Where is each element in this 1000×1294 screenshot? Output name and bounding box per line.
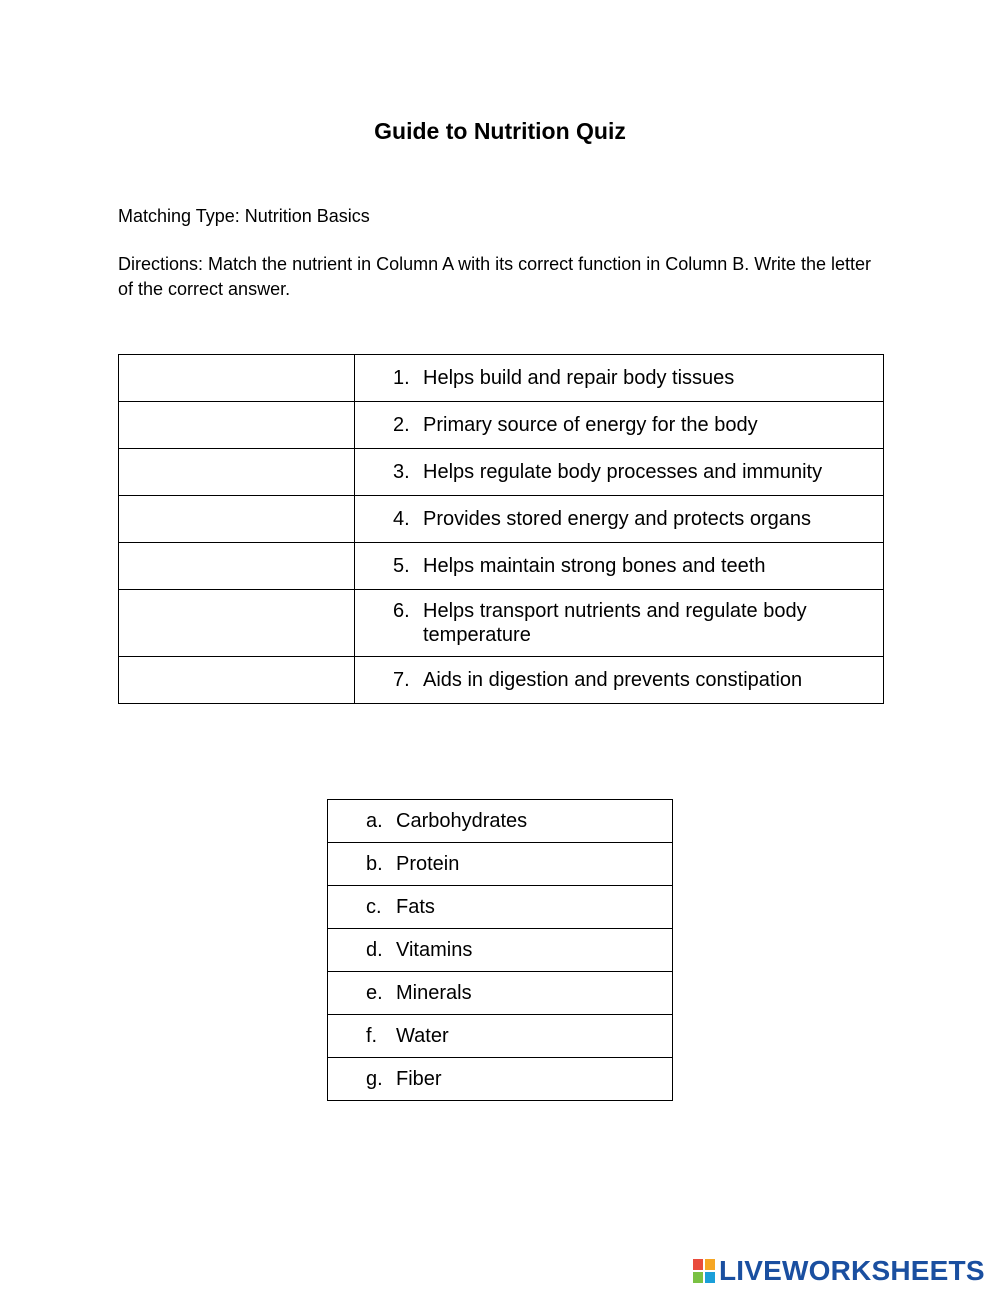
question-cell	[355, 355, 884, 402]
choice-text: Water	[396, 1025, 449, 1047]
question-number: 3.	[393, 461, 410, 483]
choice-letter: e.	[366, 982, 383, 1004]
question-cell	[355, 402, 884, 449]
question-cell	[355, 657, 884, 704]
question-row	[119, 590, 884, 657]
question-row	[119, 449, 884, 496]
logo-square-green	[693, 1272, 703, 1283]
choice-cell	[328, 886, 673, 929]
answer-blank[interactable]	[119, 355, 355, 402]
choice-row	[328, 1015, 673, 1058]
question-text: Aids in digestion and prevents constipation	[423, 669, 803, 691]
question-number: 4.	[393, 508, 410, 530]
question-number: 5.	[393, 555, 410, 577]
choice-letter: g.	[366, 1068, 383, 1090]
answer-blank[interactable]	[119, 402, 355, 449]
question-row	[119, 402, 884, 449]
choice-row	[328, 1058, 673, 1101]
choice-text: Minerals	[396, 982, 472, 1004]
logo-square-red	[693, 1259, 703, 1270]
question-row	[119, 657, 884, 704]
answer-blank[interactable]	[119, 496, 355, 543]
question-text: Helps transport nutrients and regulate body temperature	[423, 600, 807, 646]
choice-text: Fats	[396, 896, 435, 918]
question-row	[119, 355, 884, 402]
question-text: Primary source of energy for the body	[423, 414, 758, 436]
answer-blank[interactable]	[119, 543, 355, 590]
choice-text: Carbohydrates	[396, 810, 528, 832]
question-number: 1.	[393, 367, 410, 389]
choice-cell	[328, 929, 673, 972]
question-number: 7.	[393, 669, 410, 691]
question-text: Helps regulate body processes and immunity	[423, 461, 823, 483]
liveworksheets-logo[interactable]	[693, 1255, 985, 1287]
directions-text: Directions: Match the nutrient in Column A with its correct function in Column B. Write the letter of the correct answer.	[118, 254, 871, 299]
question-number: 2.	[393, 414, 410, 436]
page-title: Guide to Nutrition Quiz	[374, 118, 626, 144]
question-cell	[355, 449, 884, 496]
logo-text: LIVEWORKSHEETS	[719, 1255, 985, 1286]
choice-row	[328, 972, 673, 1015]
question-cell	[355, 590, 884, 657]
question-row	[119, 543, 884, 590]
choice-row	[328, 843, 673, 886]
choice-letter: a.	[366, 810, 383, 832]
choices-table	[327, 799, 673, 1101]
question-text: Helps build and repair body tissues	[423, 367, 735, 389]
question-text: Helps maintain strong bones and teeth	[423, 555, 766, 577]
choice-row	[328, 886, 673, 929]
choice-row	[328, 800, 673, 843]
choice-cell	[328, 972, 673, 1015]
logo-square-blue	[705, 1272, 715, 1283]
liveworksheets-logo-icon	[693, 1259, 715, 1283]
choice-cell	[328, 800, 673, 843]
choice-cell	[328, 843, 673, 886]
answer-blank[interactable]	[119, 657, 355, 704]
section-subtitle: Matching Type: Nutrition Basics	[118, 206, 370, 226]
questions-table	[118, 354, 884, 704]
question-text: Provides stored energy and protects organs	[423, 508, 811, 530]
question-row	[119, 496, 884, 543]
choice-text: Fiber	[396, 1068, 442, 1090]
choice-row	[328, 929, 673, 972]
choice-letter: f.	[366, 1025, 378, 1047]
answer-blank[interactable]	[119, 449, 355, 496]
choice-letter: b.	[366, 853, 383, 875]
answer-blank[interactable]	[119, 590, 355, 657]
choice-cell	[328, 1015, 673, 1058]
choice-letter: d.	[366, 939, 383, 961]
question-number: 6.	[393, 600, 410, 622]
choice-text: Protein	[396, 853, 460, 875]
question-cell	[355, 543, 884, 590]
choice-cell	[328, 1058, 673, 1101]
choice-text: Vitamins	[396, 939, 473, 961]
logo-square-orange	[705, 1259, 715, 1270]
choice-letter: c.	[366, 896, 382, 918]
question-cell	[355, 496, 884, 543]
